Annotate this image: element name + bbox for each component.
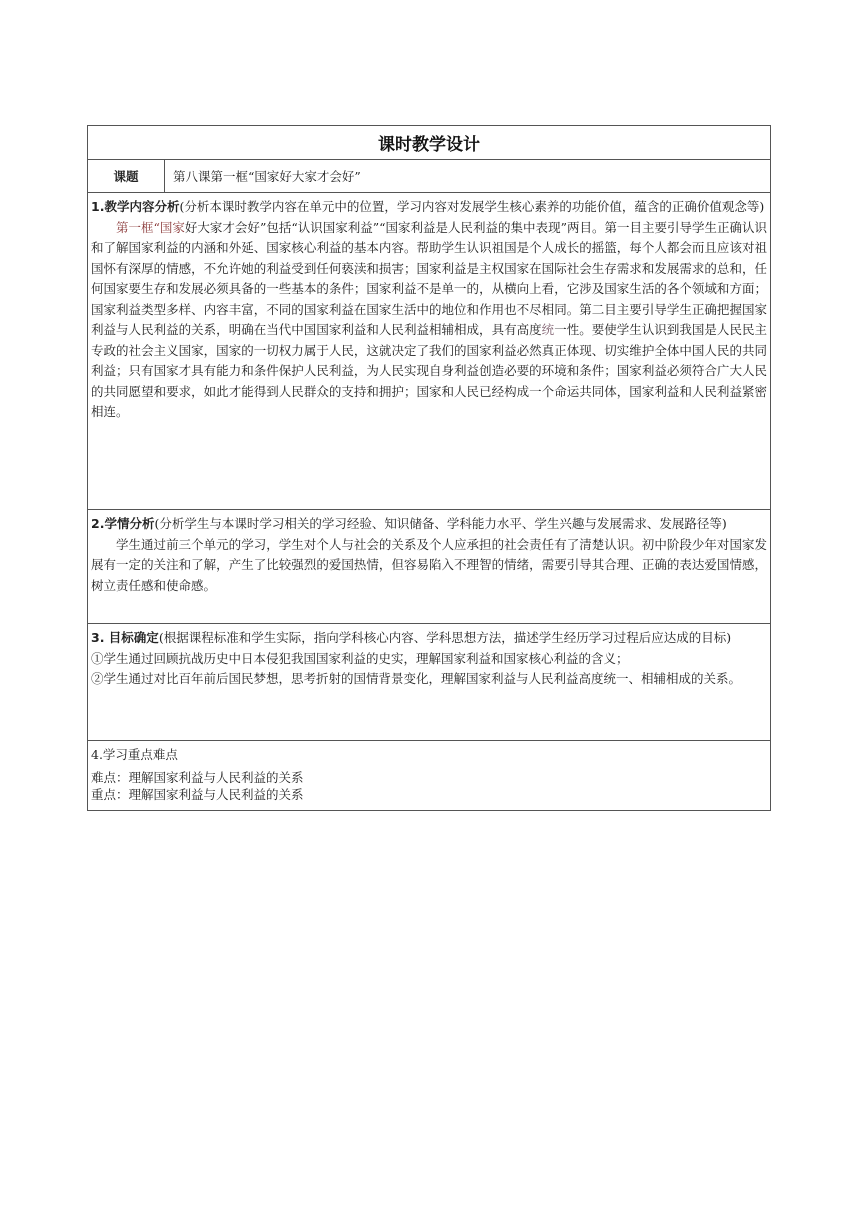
body-text: 好大家才会好”包括“认识国家利益”“国家利益是人民利益的集中表现”两目。第一目主要引导学生正确认识和了解国家利益的内涵和外延、国家核心利益的基本内容。帮助学生认识祖国是个人成长的摇篮，每个人都会而且应该对祖国怀有深厚的情感，不允许她的利益受到任何亵渎和损害；国家利益是主权国家在国际社会生存需求和发展需求的总和，任何国家要生存和发展必须具备的一些基本的条件；国家利益不是单一的，从横向上看，它涉及国家生活的各个领域和方面；国家利益类型多样、内容丰富，不同的国家利益在国家生活中的地位和作用也不尽相同。第二目主要引导学生正确把握国家利益与人民利益的关系，明确在当代中国国家利益和人民利益相辅相成，具有高度 bbox=[91, 219, 768, 337]
section-heading-note: (分析学生与本课时学习相关的学习经验、知识储备、学科能力水平、学生兴趣与发展需求、发展路径等) bbox=[154, 516, 727, 531]
section-heading-title: 1.教学内容分析 bbox=[91, 199, 180, 214]
section-heading bbox=[91, 514, 767, 535]
body-text: 一性。要使学生认识到我国是人民民主专政的社会主义国家，国家的一切权力属于人民，这就决定了我们的国家利益必然真正体现、切实维护全体中国人民的共同利益；只有国家才具有能力和条件保护人民利益，为人民实现自身利益创造必要的环境和条件；国家利益必须符合广大人民的共同愿望和要求，如此才能得到人民群众的支持和拥护；国家和人民已经构成一个命运共同体，国家利益和人民利益紧密相连。 bbox=[91, 322, 767, 419]
section-key-points bbox=[88, 741, 770, 810]
highlighted-text: 第一框“国家 bbox=[116, 219, 185, 235]
section-body: 学生通过前三个单元的学习，学生对个人与社会的关系及个人应承担的社会责任有了清楚认识。初中阶段少年对国家发展有一定的关注和了解，产生了比较强烈的爱国热情，但容易陷入不理智的情绪，需要引导其合理、正确的表达爱国情感，树立责任感和使命感。 bbox=[91, 536, 767, 593]
section-heading bbox=[91, 197, 767, 218]
section-learner-analysis bbox=[88, 510, 770, 624]
objective-item: ②学生通过对比百年前后国民梦想，思考折射的国情背景变化，理解国家利益与人民利益高度统一、相辅相成的关系。 bbox=[91, 671, 742, 686]
section-objectives bbox=[88, 624, 770, 741]
section-heading bbox=[91, 628, 767, 649]
section-heading: 4.学习重点难点 bbox=[91, 747, 178, 762]
topic-row bbox=[88, 160, 770, 193]
topic-label: 课题 bbox=[88, 160, 165, 192]
section-heading-title: 2.学情分析 bbox=[91, 516, 155, 531]
highlighted-text: 统 bbox=[541, 322, 555, 337]
topic-value: 第八课第一框“国家好大家才会好” bbox=[173, 169, 361, 184]
section-body bbox=[91, 218, 767, 423]
title-row bbox=[88, 126, 770, 160]
difficult-point: 难点：理解国家利益与人民利益的关系 bbox=[91, 769, 304, 785]
section-heading-title: 3. 目标确定 bbox=[91, 630, 159, 645]
section-content-analysis bbox=[88, 193, 770, 510]
section-heading-note: (分析本课时教学内容在单元中的位置，学习内容对发展学生核心素养的功能价值，蕴含的正确价值观念等) bbox=[179, 199, 765, 214]
objective-item: ①学生通过回顾抗战历史中日本侵犯我国国家利益的史实，理解国家利益和国家核心利益的含义； bbox=[91, 650, 629, 666]
lesson-design-table bbox=[87, 125, 771, 811]
section-heading-note: (根据课程标准和学生实际，指向学科核心内容、学科思想方法，描述学生经历学习过程后应达成的目标) bbox=[158, 630, 732, 645]
document-title: 课时教学设计 bbox=[378, 135, 480, 155]
key-point: 重点：理解国家利益与人民利益的关系 bbox=[91, 786, 304, 802]
